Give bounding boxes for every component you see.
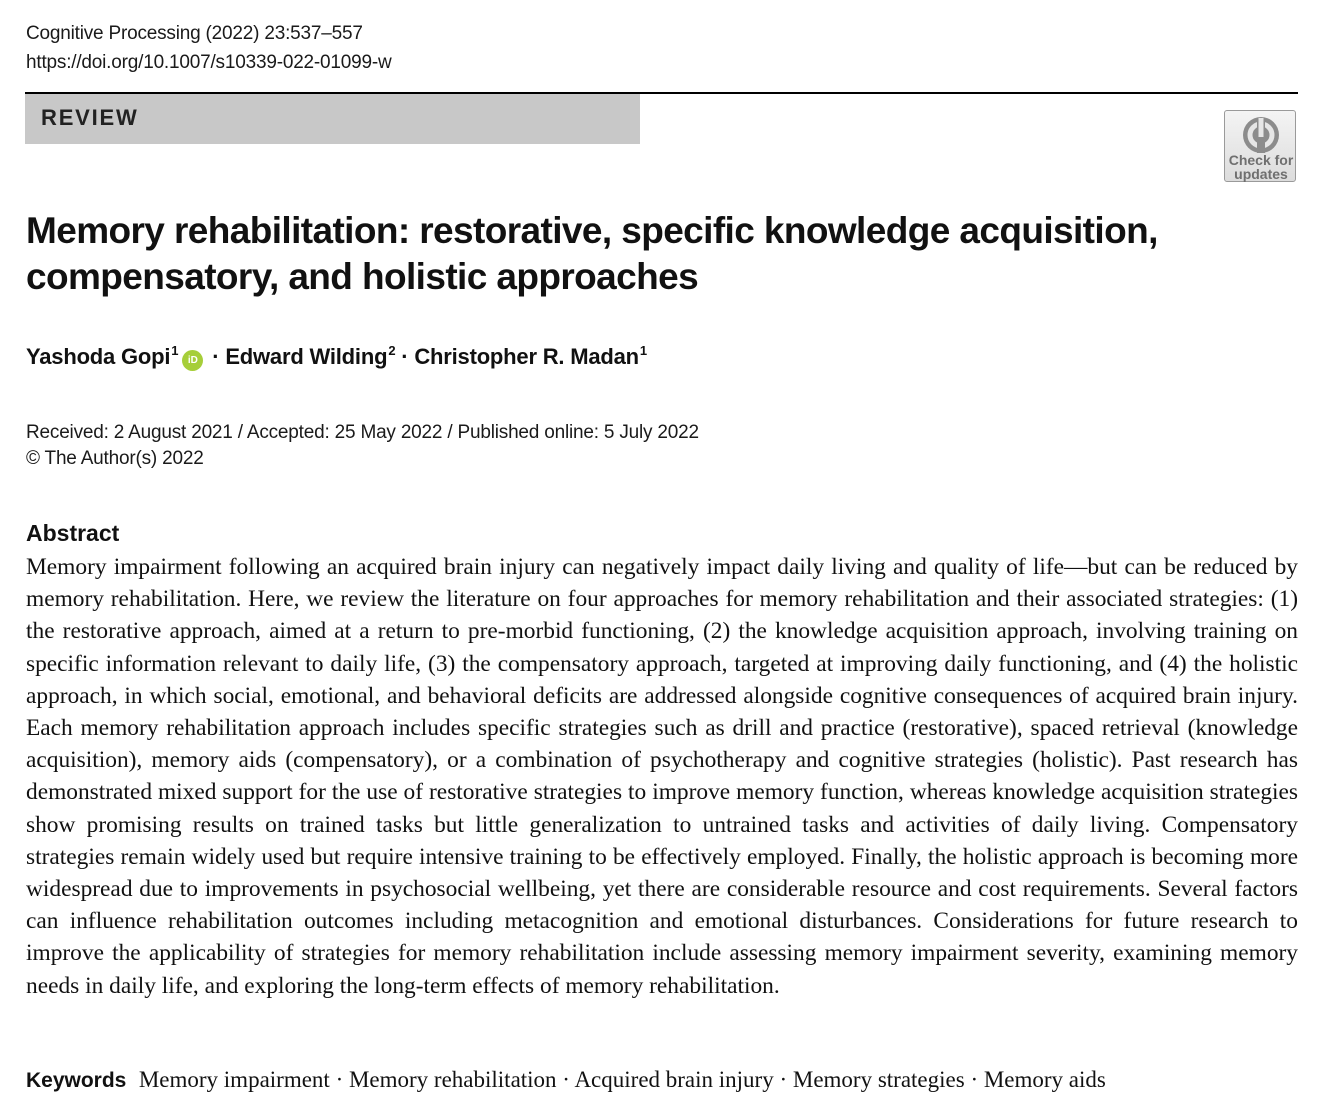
- author-affiliation: 1: [171, 343, 179, 358]
- article-type-label: REVIEW: [41, 105, 139, 130]
- author-name[interactable]: Yashoda Gopi: [26, 344, 171, 369]
- author-separator: ·: [401, 344, 409, 369]
- orcid-icon[interactable]: iD: [182, 350, 203, 371]
- author-affiliation: 2: [388, 343, 396, 358]
- abstract-heading: Abstract: [26, 520, 120, 546]
- article-title: Memory rehabilitation: restorative, specific knowledge acquisition, compensatory, and holistic approaches: [26, 210, 1158, 297]
- badge-line-2: updates: [1234, 166, 1288, 182]
- author-separator: ·: [212, 344, 220, 369]
- article-type-banner: [25, 94, 640, 144]
- author-name[interactable]: Edward Wilding: [225, 344, 388, 369]
- author-name[interactable]: Christopher R. Madan: [414, 344, 639, 369]
- publication-dates: Received: 2 August 2021 / Accepted: 25 May 2022 / Published online: 5 July 2022: [26, 422, 699, 443]
- keywords-list: Memory impairment · Memory rehabilitation · Acquired brain injury · Memory strategies · Memory aids: [138, 1067, 1106, 1092]
- abstract-text: Memory impairment following an acquired brain injury can negatively impact daily living and quality of life—but can be reduced by memory rehabilitation. Here, we review the literature on four approaches for memory rehabilitation and their associated strategies: (1) the restorative approach, aimed at a return to pre-morbid functioning, (2) the knowledge acquisition approach, involving training on specific information relevant to daily life, (3) the compensatory approach, targeted at improving daily functioning, and (4) the holistic approach, in which social, emotional, and behavioral deficits are addressed alongside cognitive consequences of acquired brain injury. Each memory rehabilitation approach includes specific strategies such as drill and practice (restorative), spaced retrieval (knowledge acquisition), memory aids (compensatory), or a combination of psychotherapy and cognitive strategies (holistic). Past research has demonstrated mixed support for the use of restorative strategies to improve memory function, whereas knowledge acquisition strategies show promising results on trained tasks but little generalization to untrained tasks and activities of daily living. Compensatory strategies remain widely used but require intensive training to be effectively employed. Finally, the holistic approach is becoming more widespread due to improvements in psychosocial wellbeing, yet there are considerable resource and cost requirements. Several factors can influence rehabilitation outcomes including metacognition and emotional disturbances. Considerations for future research to improve the applicability of strategies for memory rehabilitation include assessing memory impairment severity, examining memory needs in daily life, and exploring the long-term effects of memory rehabilitation.: [26, 554, 1298, 999]
- crossmark-icon: [1241, 115, 1281, 155]
- keywords-section: [26, 1067, 1106, 1093]
- author-affiliation: 1: [639, 343, 647, 358]
- doi-link[interactable]: https://doi.org/10.1007/s10339-022-01099-w: [26, 52, 392, 73]
- check-for-updates-label: [1225, 153, 1297, 181]
- badge-line-1: Check for: [1228, 152, 1294, 168]
- author-list: [26, 344, 647, 371]
- copyright-notice: © The Author(s) 2022: [26, 448, 204, 469]
- keywords-label: Keywords: [26, 1069, 127, 1092]
- journal-citation: Cognitive Processing (2022) 23:537–557: [26, 23, 363, 44]
- check-for-updates-button[interactable]: [1224, 110, 1296, 182]
